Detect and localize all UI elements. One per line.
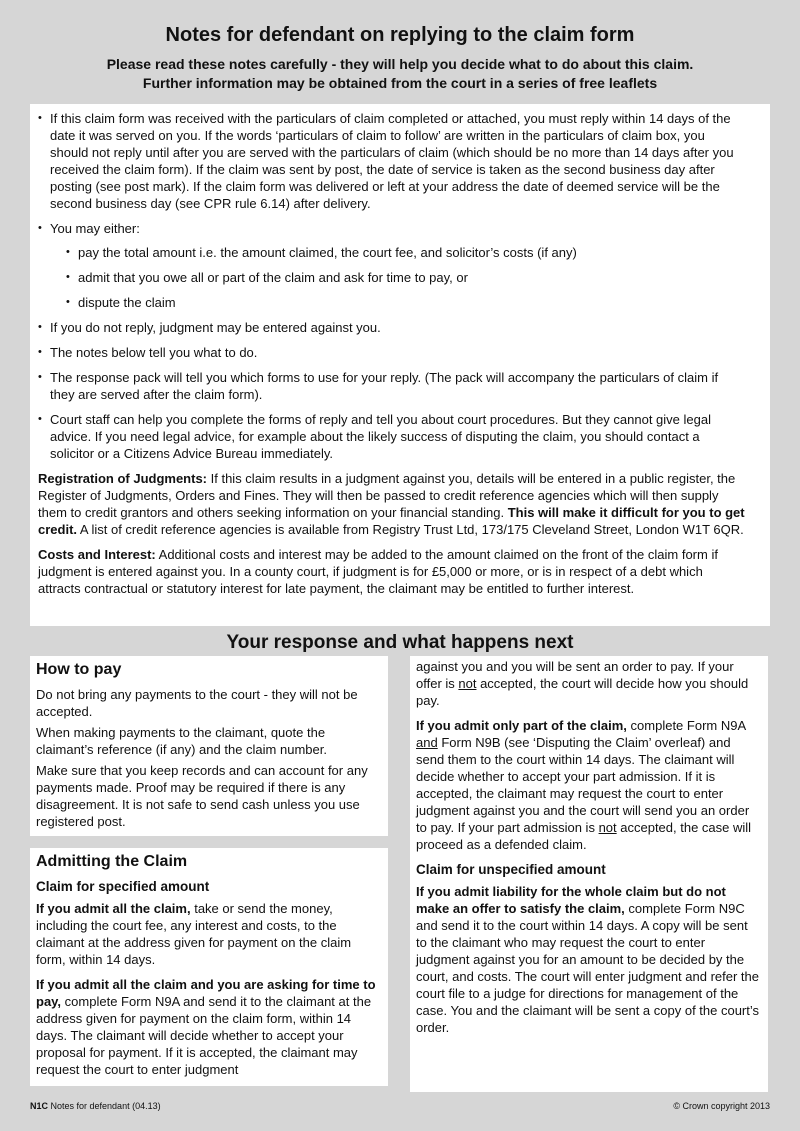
page-header bbox=[0, 24, 800, 93]
registration-paragraph bbox=[38, 470, 746, 538]
footer-form-id bbox=[30, 1101, 161, 1111]
page-title: Notes for defendant on replying to the claim form bbox=[165, 24, 635, 46]
how-to-pay-p3: Make sure that you keep records and can account for any payments made. Proof may be required if there is any disagreement. It is not safe to send cash unless you use registered post. bbox=[36, 763, 368, 829]
part-not: not bbox=[598, 820, 617, 835]
subtitle bbox=[0, 55, 800, 93]
bullet-response-pack: • The response pack will tell you which forms to use for your reply. (The pack will accompany the particulars of claim if they are served after the claim form). bbox=[38, 369, 746, 403]
bullet-court-staff: • Court staff can help you complete the forms of reply and tell you about court procedures. But they cannot give legal advice. If you need legal advice, for example about the likely success of disputing the claim, you should contact a solicitor or a Citizens Advice Bureau immediately. bbox=[38, 411, 746, 462]
part-text-b: Form N9B (see ‘Disputing the Claim’ overleaf) and send them to the court within 14 days. The claimant will decide whether to accept your part admission. If it is accepted, the claimant may request the court to enter judgment against you and the court will send you an order to pay. If your part admission is bbox=[416, 735, 750, 835]
registration-text-2: A list of credit reference agencies is available from Registry Trust Ltd, 173/175 Cleveland Street, London W1T 6QR. bbox=[77, 522, 744, 537]
left-column bbox=[30, 656, 388, 1086]
subtitle-line-1: Please read these notes carefully - they will help you decide what to do about this claim. bbox=[106, 56, 694, 72]
part-bold: If you admit only part of the claim, bbox=[416, 718, 627, 733]
registration-label: Registration of Judgments: bbox=[38, 471, 208, 486]
how-to-pay-box bbox=[30, 656, 388, 836]
admit-time-paragraph bbox=[36, 976, 382, 1078]
part-text-c: accepted, the case will proceed as a defended claim. bbox=[416, 820, 752, 852]
footer-copyright: © Crown copyright 2013 bbox=[673, 1101, 770, 1111]
admit-all-bold: If you admit all the claim, bbox=[36, 901, 191, 916]
part-admission-paragraph bbox=[416, 717, 762, 853]
cont-text-a: against you and you will be sent an order to pay. If your offer is bbox=[416, 659, 734, 691]
admit-all-paragraph bbox=[36, 900, 382, 968]
costs-label: Costs and Interest: bbox=[38, 547, 156, 562]
specified-heading: Claim for specified amount bbox=[36, 879, 210, 894]
how-to-pay-p1: Do not bring any payments to the court - they will not be accepted. bbox=[36, 687, 358, 719]
admit-time-text: complete Form N9A and send it to the claimant at the address given for payment on the claim form, within 14 days. The claimant will decide whether to accept your proposal for payment. If it is accepted, the claimant may request the court to enter judgment bbox=[36, 994, 372, 1077]
bullet-service: • If this claim form was received with the particulars of claim completed or attached, you must reply within 14 days of the date it was served on you. If the words ‘particulars of claim to follow’ are written in the particulars of claim box, you should not reply until after you are served with the particulars of claim (which should be no more than 14 days after you received the claim form). If the claim was sent by post, the date of service is taken as the second business day after posting (see post mark). If the claim form was delivered or left at your address the date of deemed service will be the second business day (see CPR rule 6.14) after delivery. bbox=[38, 110, 746, 212]
bullet-no-reply: • If you do not reply, judgment may be entered against you. bbox=[38, 319, 746, 336]
form-name: Notes for defendant (04.13) bbox=[48, 1101, 161, 1111]
registration-text: If this claim results in a judgment against you, details will be entered in a public register, the Register of Judgments, Orders and Fines. They will then be passed to credit reference agencies which will then supply them to credit grantors and others seeking information on your financial standing. bbox=[38, 471, 736, 520]
intro-box bbox=[30, 104, 770, 626]
admit-time-bold: If you admit all the claim and you are asking for time to pay, bbox=[36, 977, 376, 1009]
options-list bbox=[50, 244, 746, 311]
registration-warning: This will make it difficult for you to get credit. bbox=[38, 505, 745, 537]
how-to-pay-heading: How to pay bbox=[36, 661, 122, 678]
unspec-bold: If you admit liability for the whole claim but do not make an offer to satisfy the claim, bbox=[416, 884, 726, 916]
unspecified-heading: Claim for unspecified amount bbox=[416, 862, 606, 877]
section-title: Your response and what happens next bbox=[226, 632, 574, 653]
how-to-pay-p2: When making payments to the claimant, quote the claimant’s reference (if any) and the claim number. bbox=[36, 725, 327, 757]
cont-text-b: accepted, the court will decide how you should pay. bbox=[416, 676, 749, 708]
bullet-options bbox=[38, 220, 746, 311]
bullet-options-text: You may either: bbox=[50, 221, 140, 236]
part-and: and bbox=[416, 735, 438, 750]
costs-text: Additional costs and interest may be added to the amount claimed on the front of the claim form if judgment is entered against you. In a county court, if judgment is for £5,000 or more, or is in respect of a debt which attracts contractual or statutory interest for late payment, the claimant may be entitled to further interest. bbox=[38, 547, 718, 596]
option-dispute: • dispute the claim bbox=[50, 294, 746, 311]
option-admit: • admit that you owe all or part of the claim and ask for time to pay, or bbox=[50, 269, 746, 286]
costs-paragraph bbox=[38, 546, 746, 597]
option-pay: • pay the total amount i.e. the amount claimed, the court fee, and solicitor’s costs (if any) bbox=[50, 244, 746, 261]
part-text-a: complete Form N9A bbox=[626, 718, 746, 733]
cont-not: not bbox=[458, 676, 477, 691]
unspecified-paragraph bbox=[416, 883, 762, 1036]
subtitle-line-2: Further information may be obtained from the court in a series of free leaflets bbox=[142, 75, 658, 91]
unspec-text: complete Form N9C and send it to the court within 14 days. A copy will be sent to the claimant who may request the court to enter judgment against you for an amount to be decided by the court, and costs. The court will enter judgment and refer the court file to a judge for directions for management of the case. You and the claimant will be sent a copy of the court’s order. bbox=[416, 901, 760, 1035]
intro-bullets bbox=[38, 110, 746, 462]
admit-all-text: take or send the money, including the court fee, any interest and costs, to the claimant at the address given for payment on the claim form, within 14 days. bbox=[36, 901, 352, 967]
continuation-paragraph bbox=[416, 658, 762, 709]
right-column bbox=[410, 656, 768, 1092]
bullet-notes: • The notes below tell you what to do. bbox=[38, 344, 746, 361]
form-code: N1C bbox=[30, 1101, 49, 1111]
admitting-heading: Admitting the Claim bbox=[36, 853, 188, 870]
admitting-box bbox=[30, 848, 388, 1086]
